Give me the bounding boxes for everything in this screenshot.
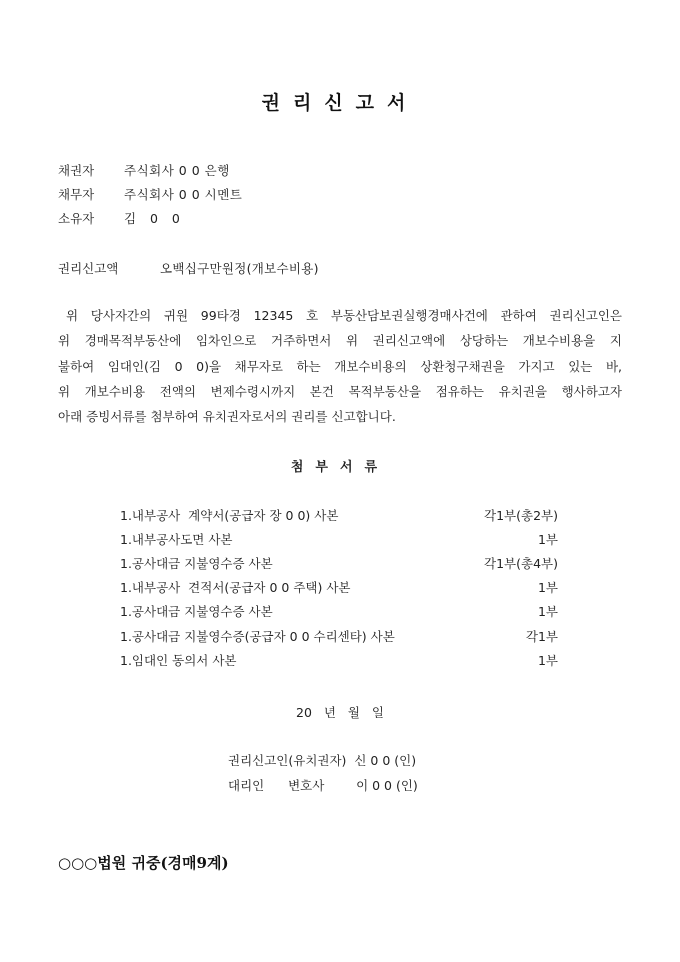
body-paragraph-line: 불하여 임대인(김 0 0)을 채무자로 하는 개보수비용의 상환청구채권을 가지고 있는 바, <box>58 359 622 374</box>
attachment-qty: 각1부(총4부) <box>484 556 558 571</box>
attachment-qty: 1부 <box>537 532 558 547</box>
claim-amount-value: 오백십구만원정(개보수비용) <box>160 261 319 276</box>
document-title: 권리신고서 <box>261 92 419 114</box>
attachment-name: 1.내부공사 계약서(공급자 장 0 0) 사본 <box>120 508 339 523</box>
attachment-item <box>120 602 558 620</box>
party-label: 채권자 <box>58 163 95 178</box>
attachment-qty: 1부 <box>537 653 558 668</box>
attachment-name: 1.임대인 동의서 사본 <box>120 653 237 668</box>
attachment-qty: 1부 <box>537 580 558 595</box>
attachment-item <box>120 627 558 645</box>
body-paragraph-line: 위 개보수비용 전액의 변제수령시까지 본건 목적부동산을 점유하는 유치권을 행사하고자 <box>58 384 622 399</box>
attachment-name: 1.공사대금 지불영수증(공급자 0 0 수리센타) 사본 <box>120 629 395 644</box>
signature-claimant: 권리신고인(유치권자) 신 0 0 (인) <box>228 753 417 768</box>
attachments-heading: 첨부서류 <box>290 460 390 475</box>
attachment-qty: 1부 <box>537 604 558 619</box>
body-paragraph-line: 아래 증빙서류를 첨부하여 유치권자로서의 권리를 신고합니다. <box>58 409 396 424</box>
attachment-item <box>120 651 558 669</box>
party-label: 소유자 <box>58 211 95 226</box>
attachment-name: 1.공사대금 지불영수증 사본 <box>120 604 273 619</box>
body-paragraph-line: 위 당사자간의 귀원 99타경 12345 호 부동산담보권실행경매사건에 관하여 권리신고인은 <box>66 308 622 323</box>
attachment-item <box>120 530 558 548</box>
date-line: 20 년 월 일 <box>296 705 384 720</box>
claim-amount-label: 권리신고액 <box>58 261 119 276</box>
attachment-item <box>120 554 558 572</box>
attachment-qty: 각1부 <box>525 629 558 644</box>
attachment-name: 1.내부공사 견적서(공급자 0 0 주택) 사본 <box>120 580 351 595</box>
attachment-qty: 각1부(총2부) <box>484 508 558 523</box>
body-paragraph-line: 위 경매목적부동산에 임차인으로 거주하면서 위 권리신고액에 상당하는 개보수비용을 지 <box>58 333 622 348</box>
party-value: 김 0 0 <box>124 211 181 226</box>
attachment-item <box>120 578 558 596</box>
attachment-item <box>120 506 558 524</box>
court-addressee: ○○○법원 귀중(경매9계) <box>58 854 229 872</box>
party-label: 채무자 <box>58 187 95 202</box>
party-value: 주식회사 0 0 시멘트 <box>124 187 243 202</box>
party-value: 주식회사 0 0 은행 <box>124 163 230 178</box>
signature-agent: 대리인 변호사 이 0 0 (인) <box>228 778 418 793</box>
attachment-name: 1.내부공사도면 사본 <box>120 532 233 547</box>
attachment-name: 1.공사대금 지불영수증 사본 <box>120 556 273 571</box>
